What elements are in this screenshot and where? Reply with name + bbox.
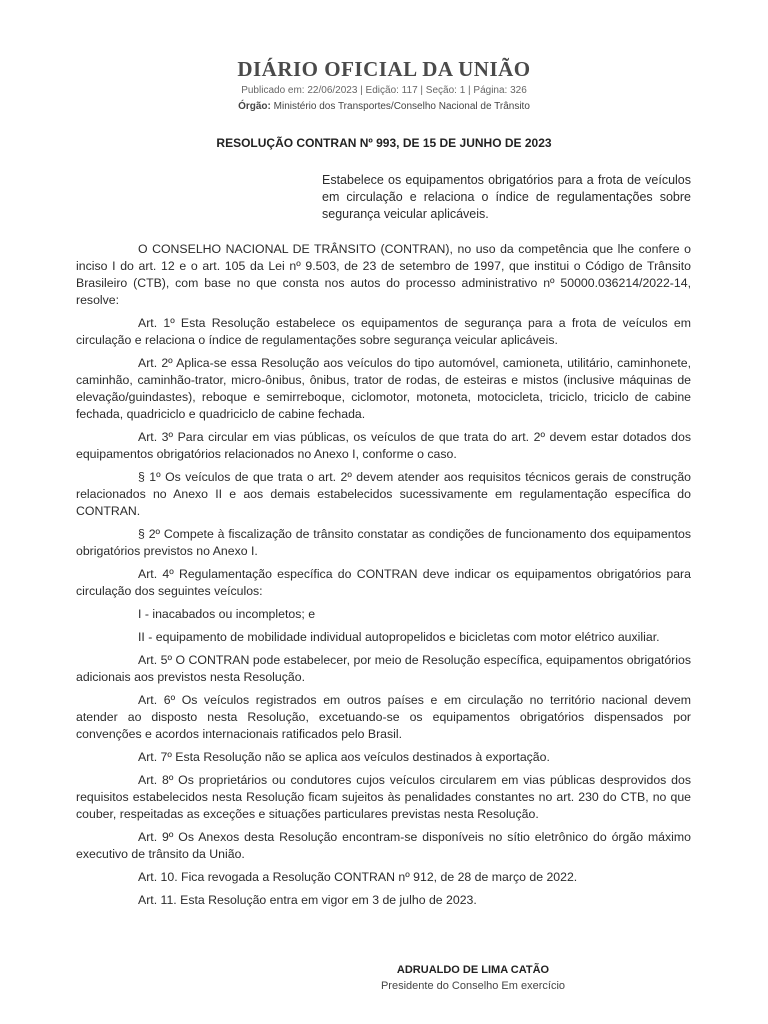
- article-9: Art. 9º Os Anexos desta Resolução encontram-se disponíveis no sítio eletrônico do órgão máximo executivo de trânsito da União.: [76, 830, 691, 861]
- article-3: Art. 3º Para circular em vias públicas, os veículos de que trata do art. 2º devem estar dotados dos equipamentos obrigatórios relacionados no Anexo I, conforme o caso.: [76, 430, 691, 461]
- resolution-title: RESOLUÇÃO CONTRAN Nº 993, DE 15 DE JUNHO DE 2023: [216, 136, 552, 150]
- masthead-title: DIÁRIO OFICIAL DA UNIÃO: [237, 57, 531, 81]
- orgao-label: Órgão:: [238, 101, 271, 112]
- article-1: Art. 1º Esta Resolução estabelece os equipamentos de segurança para a frota de veículos em circulação e relaciona o índice de regulamentações sobre segurança veicular aplicáveis.: [76, 316, 691, 347]
- orgao-value: Ministério dos Transportes/Conselho Nacional de Trânsito: [273, 101, 530, 112]
- article-4-item-i: I - inacabados ou incompletos; e: [138, 607, 316, 621]
- publication-info: Publicado em: 22/06/2023 | Edição: 117 | Seção: 1 | Página: 326: [241, 85, 527, 96]
- article-2: Art. 2º Aplica-se essa Resolução aos veículos do tipo automóvel, camioneta, utilitário, caminhonete, caminhão, caminhão-trator, micro-ônibus, ônibus, trator de rodas, de esteiras e mistos (inclusive máquinas de elevação/guindastes), reboque e semirreboque, ciclomotor, motoneta, motocicleta, triciclo, triciclo de cabine fechada, quadriciclo e quadriciclo de cabine fechada.: [76, 356, 691, 421]
- signatory-role: Presidente do Conselho Em exercício: [380, 980, 566, 992]
- article-10: Art. 10. Fica revogada a Resolução CONTRAN nº 912, de 28 de março de 2022.: [138, 870, 578, 884]
- article-4-item-ii: II - equipamento de mobilidade individual autopropelidos e bicicletas com motor elétrico auxiliar.: [138, 630, 660, 644]
- resolution-body: [76, 241, 691, 915]
- article-5: Art. 5º O CONTRAN pode estabelecer, por meio de Resolução específica, equipamentos obrigatórios adicionais aos previstos nesta Resolução.: [76, 653, 691, 684]
- article-4: Art. 4º Regulamentação específica do CONTRAN deve indicar os equipamentos obrigatórios para circulação dos seguintes veículos:: [76, 567, 691, 598]
- resolution-ementa: Estabelece os equipamentos obrigatórios para a frota de veículos em circulação e relaciona o índice de regulamentações sobre segurança veicular aplicáveis.: [322, 173, 691, 221]
- article-8: Art. 8º Os proprietários ou condutores cujos veículos circularem em vias públicas desprovidos dos requisitos estabelecidos nesta Resolução ficam sujeitos às penalidades constantes no art. 230 do CTB, no que couber, respeitadas as exceções e situações particulares previstas nesta Resolução.: [76, 773, 691, 821]
- article-6: Art. 6º Os veículos registrados em outros países e em circulação no território nacional devem atender ao disposto nesta Resolução, excetuando-se os equipamentos obrigatórios dispensados por convenções e acordos internacionais ratificados pelo Brasil.: [76, 693, 691, 741]
- preamble-paragraph: O CONSELHO NACIONAL DE TRÂNSITO (CONTRAN), no uso da competência que lhe confere o inciso I do art. 12 e o art. 105 da Lei nº 9.503, de 23 de setembro de 1997, que institui o Código de Trânsito Brasileiro (CTB), com base no que consta nos autos do processo administrativo nº 50000.036214/2022-14, resolve:: [76, 242, 691, 307]
- signatory-name: ADRUALDO DE LIMA CATÃO: [396, 964, 550, 976]
- orgao-line: [0, 101, 768, 112]
- article-3-paragraph-2: § 2º Compete à fiscalização de trânsito constatar as condições de funcionamento dos equipamentos obrigatórios previstos no Anexo I.: [76, 527, 691, 558]
- article-3-paragraph-1: § 1º Os veículos de que trata o art. 2º devem atender aos requisitos técnicos gerais de construção relacionados no Anexo II e aos demais estabelecidos sucessivamente em regulamentação específica do CONTRAN.: [76, 470, 691, 518]
- article-7: Art. 7º Esta Resolução não se aplica aos veículos destinados à exportação.: [138, 750, 550, 764]
- article-11: Art. 11. Esta Resolução entra em vigor em 3 de julho de 2023.: [138, 893, 477, 907]
